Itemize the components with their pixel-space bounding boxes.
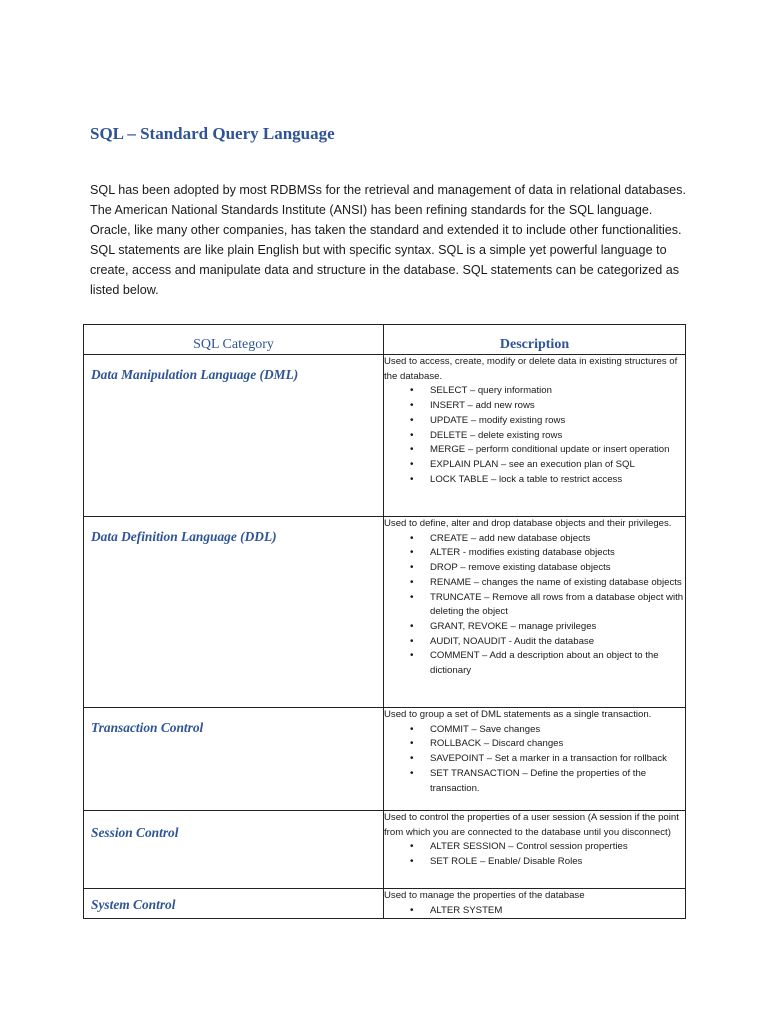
list-item: • SAVEPOINT – Set a marker in a transaction for rollback — [430, 752, 685, 767]
description-lead: Used to manage the properties of the database — [384, 890, 585, 901]
category-name: Data Definition Language (DDL) — [91, 529, 277, 544]
description-cell — [384, 517, 686, 708]
list-item: • COMMENT – Add a description about an object to the dictionary — [430, 649, 685, 678]
description-cell — [384, 355, 686, 517]
list-item: • SET TRANSACTION – Define the properties of the transaction. — [430, 767, 685, 796]
command-list — [384, 904, 685, 919]
sql-category-table — [83, 324, 686, 919]
command-list — [384, 384, 685, 487]
header-sql-category: SQL Category — [84, 325, 384, 355]
list-item: • ALTER SESSION – Control session properties — [430, 840, 685, 855]
category-cell — [84, 811, 384, 889]
command-list — [384, 840, 685, 869]
list-item: • SET ROLE – Enable/ Disable Roles — [430, 855, 685, 870]
table-header-row — [84, 325, 686, 355]
description-cell — [384, 811, 686, 889]
page-title: SQL – Standard Query Language — [90, 124, 335, 143]
list-item: • INSERT – add new rows — [430, 399, 685, 414]
description-lead: Used to define, alter and drop database objects and their privileges. — [384, 518, 672, 529]
category-cell — [84, 889, 384, 919]
list-item: • EXPLAIN PLAN – see an execution plan of SQL — [430, 458, 685, 473]
list-item: • ALTER SYSTEM — [430, 904, 685, 919]
list-item: • TRUNCATE – Remove all rows from a database object with deleting the object — [430, 591, 685, 620]
list-item: • CREATE – add new database objects — [430, 532, 685, 547]
category-cell — [84, 355, 384, 517]
description-lead: Used to group a set of DML statements as a single transaction. — [384, 709, 652, 720]
list-item: • SELECT – query information — [430, 384, 685, 399]
list-item: • GRANT, REVOKE – manage privileges — [430, 620, 685, 635]
category-cell — [84, 708, 384, 811]
description-lead: Used to access, create, modify or delete data in existing structures of the database. — [384, 356, 678, 382]
list-item: • DROP – remove existing database objects — [430, 561, 685, 576]
table-row — [84, 355, 686, 517]
list-item: • ALTER - modifies existing database objects — [430, 546, 685, 561]
description-cell — [384, 889, 686, 919]
table-row — [84, 889, 686, 919]
list-item: • LOCK TABLE – lock a table to restrict access — [430, 473, 685, 488]
table-row — [84, 708, 686, 811]
table-row — [84, 811, 686, 889]
command-list — [384, 532, 685, 679]
list-item: • UPDATE – modify existing rows — [430, 414, 685, 429]
description-cell — [384, 708, 686, 811]
list-item: • ROLLBACK – Discard changes — [430, 737, 685, 752]
intro-paragraph: SQL statements are like plain English but with specific syntax. SQL is a simple yet powerful language to create, access and manipulate data and structure in the database. SQL statements can be categorized as listed below. — [90, 243, 679, 297]
category-name: Session Control — [91, 825, 179, 840]
header-description: Description — [384, 325, 686, 355]
intro-text — [90, 180, 690, 300]
category-name: Data Manipulation Language (DML) — [91, 367, 299, 382]
list-item: • RENAME – changes the name of existing database objects — [430, 576, 685, 591]
command-list — [384, 723, 685, 797]
list-item: • AUDIT, NOAUDIT - Audit the database — [430, 635, 685, 650]
intro-paragraph: SQL has been adopted by most RDBMSs for the retrieval and management of data in relational databases. The American National Standards Institute (ANSI) has been refining standards for the SQL language. Oracle, like many other companies, has taken the standard and extended it to include other functionalities. — [90, 183, 686, 237]
table-row — [84, 517, 686, 708]
category-cell — [84, 517, 384, 708]
list-item: • MERGE – perform conditional update or insert operation — [430, 443, 685, 458]
description-lead: Used to control the properties of a user session (A session if the point from which you are connected to the database until you disconnect) — [384, 812, 679, 838]
category-name: Transaction Control — [91, 720, 204, 735]
list-item: • COMMIT – Save changes — [430, 723, 685, 738]
list-item: • DELETE – delete existing rows — [430, 429, 685, 444]
category-name: System Control — [91, 897, 176, 912]
